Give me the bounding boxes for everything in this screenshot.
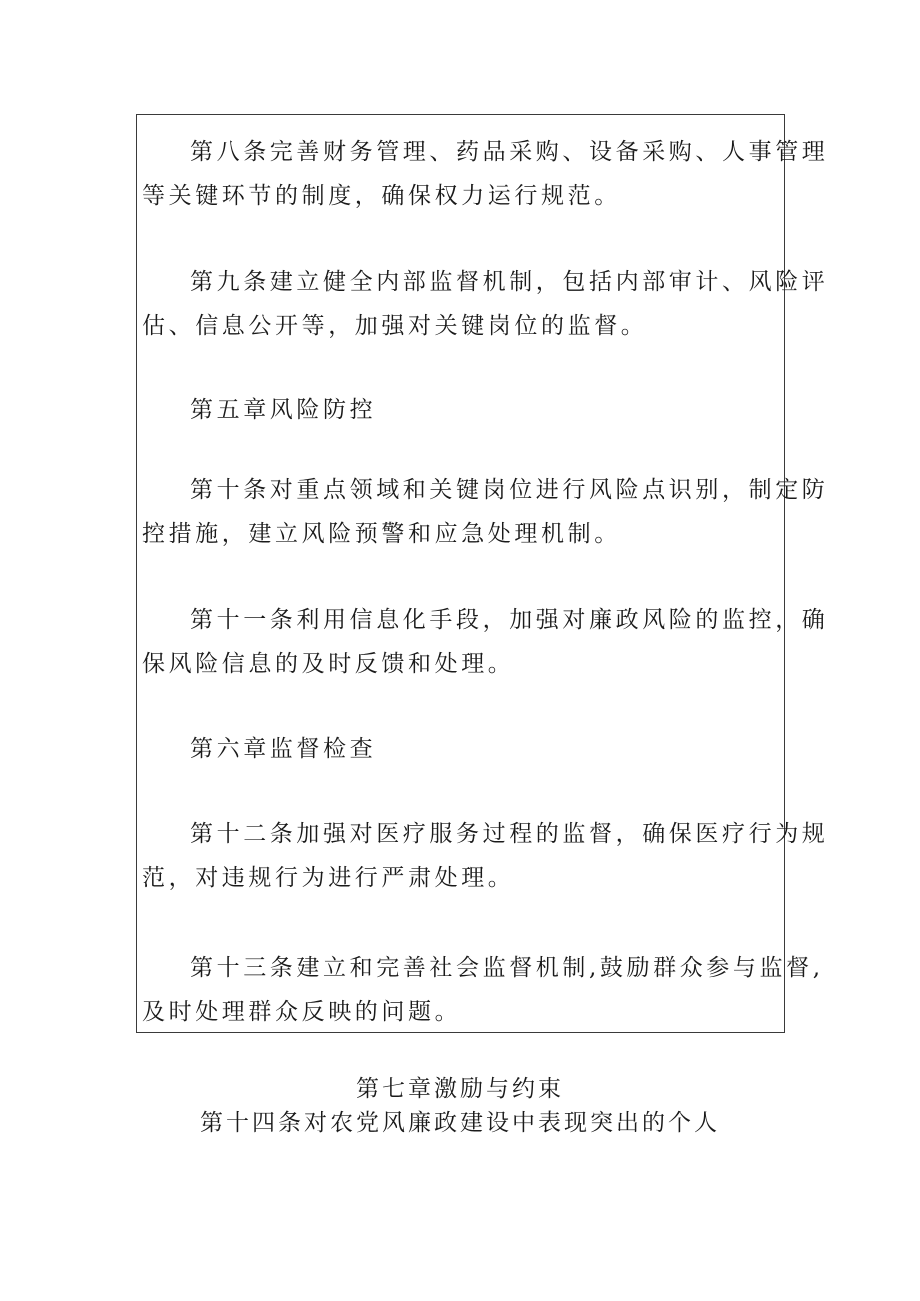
- article-13-line-2: 及时处理群众反映的问题。: [142, 999, 462, 1025]
- article-10: [142, 468, 829, 556]
- chapter-6-heading: 第六章监督检查: [190, 736, 377, 762]
- article-8-line-2: 等关键环节的制度，确保权力运行规范。: [142, 183, 621, 209]
- article-11-line-2: 保风险信息的及时反馈和处理。: [142, 651, 515, 677]
- article-11: [142, 598, 829, 686]
- article-10-line-1: 第十条对重点领域和关键岗位进行风险点识别，制定防: [190, 477, 829, 503]
- article-11-line-1: 第十一条利用信息化手段，加强对廉政风险的监控，确: [190, 607, 829, 633]
- article-9: [142, 260, 829, 348]
- article-14-partial: 第十四条对农党风廉政建设中表现突出的个人: [200, 1110, 720, 1136]
- article-12: [142, 812, 829, 900]
- chapter-7-heading: 第七章激励与约束: [356, 1076, 564, 1102]
- article-12-line-1: 第十二条加强对医疗服务过程的监督，确保医疗行为规: [190, 821, 829, 847]
- article-13-line-1: 第十三条建立和完善社会监督机制,鼓励群众参与监督,: [190, 955, 824, 981]
- article-9-line-1: 第九条建立健全内部监督机制，包括内部审计、风险评: [190, 269, 829, 295]
- article-13: [142, 946, 824, 1034]
- chapter-5-heading: 第五章风险防控: [190, 397, 377, 423]
- article-8: [142, 130, 829, 218]
- content-frame: [136, 114, 829, 1033]
- article-10-line-2: 控措施，建立风险预警和应急处理机制。: [142, 521, 621, 547]
- article-12-line-2: 范，对违规行为进行严肃处理。: [142, 865, 515, 891]
- article-9-line-2: 估、信息公开等，加强对关键岗位的监督。: [142, 313, 648, 339]
- article-8-line-1: 第八条完善财务管理、药品采购、设备采购、人事管理: [190, 139, 829, 165]
